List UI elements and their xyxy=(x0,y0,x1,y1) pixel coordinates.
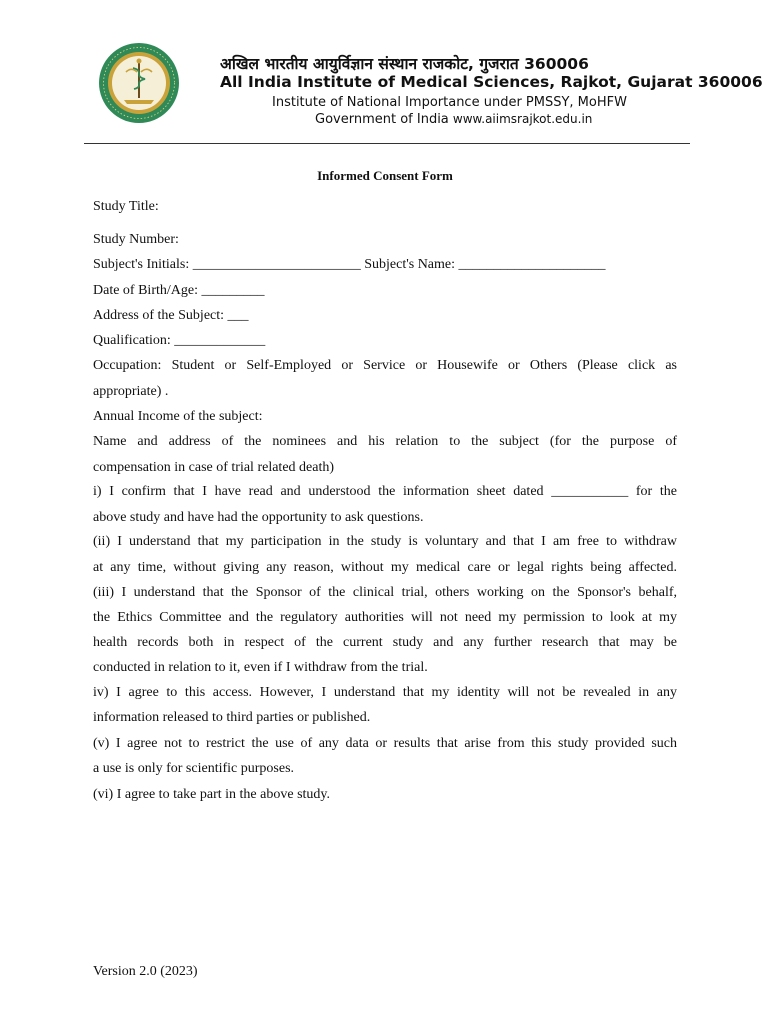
version-footer: Version 2.0 (2023) xyxy=(93,964,198,979)
government-line xyxy=(315,112,592,127)
occupation-field-cont: appropriate) . xyxy=(93,384,169,399)
government-label: Government of India xyxy=(315,112,449,127)
nominee-field-cont: compensation in case of trial related death) xyxy=(93,460,335,475)
statement-2-cont: at any time, without giving any reason, without my medical care or legal rights being affected. xyxy=(93,560,677,575)
address-field: Address of the Subject: ___ xyxy=(93,308,249,323)
header-divider xyxy=(84,143,690,144)
statement-6: (vi) I agree to take part in the above study. xyxy=(93,787,331,802)
statement-5-cont: a use is only for scientific purposes. xyxy=(93,761,295,776)
statement-3-cont: conducted in relation to it, even if I withdraw from the trial. xyxy=(93,660,428,675)
qualification-field: Qualification: _____________ xyxy=(93,333,266,348)
statement-3-cont: the Ethics Committee and the regulatory authorities will not need my permission to look at my xyxy=(93,610,677,625)
website-link[interactable]: www.aiimsrajkot.edu.in xyxy=(452,112,593,126)
statement-3: (iii) I understand that the Sponsor of the clinical trial, others working on the Sponsor's behalf, xyxy=(93,585,677,600)
institute-subtitle: Institute of National Importance under PMSSY, MoHFW xyxy=(272,95,627,110)
study-number-field: Study Number: xyxy=(93,232,179,247)
nominee-field: Name and address of the nominees and his relation to the subject (for the purpose of xyxy=(93,434,677,449)
occupation-field: Occupation: Student or Self-Employed or Service or Housewife or Others (Please click as xyxy=(93,358,677,373)
aiims-logo-icon xyxy=(98,42,180,124)
statement-5: (v) I agree not to restrict the use of any data or results that arise from this study provided such xyxy=(93,736,677,751)
statement-1: i) I confirm that I have read and understood the information sheet dated ___________ for the xyxy=(93,484,677,499)
annual-income-field: Annual Income of the subject: xyxy=(93,409,263,424)
institute-name-hindi: अखिल भारतीय आयुर्विज्ञान संस्थान राजकोट, गुजरात 360006 xyxy=(220,55,589,73)
form-title: Informed Consent Form xyxy=(317,168,453,183)
statement-4-cont: information released to third parties or published. xyxy=(93,710,371,725)
statement-1-cont: above study and have had the opportunity to ask questions. xyxy=(93,510,424,525)
institute-name-english: All India Institute of Medical Sciences, Rajkot, Gujarat 360006 xyxy=(220,73,763,91)
statement-3-cont: health records both in respect of the current study and any further research that may be xyxy=(93,635,677,650)
subject-initials-name-field: Subject's Initials: ________________________ Subject's Name: _____________________ xyxy=(93,257,606,272)
statement-2: (ii) I understand that my participation in the study is voluntary and that I am free to withdraw xyxy=(93,534,677,549)
dob-age-field: Date of Birth/Age: _________ xyxy=(93,283,265,298)
study-title-field: Study Title: xyxy=(93,199,159,214)
statement-4: iv) I agree to this access. However, I understand that my identity will not be revealed in any xyxy=(93,685,677,700)
